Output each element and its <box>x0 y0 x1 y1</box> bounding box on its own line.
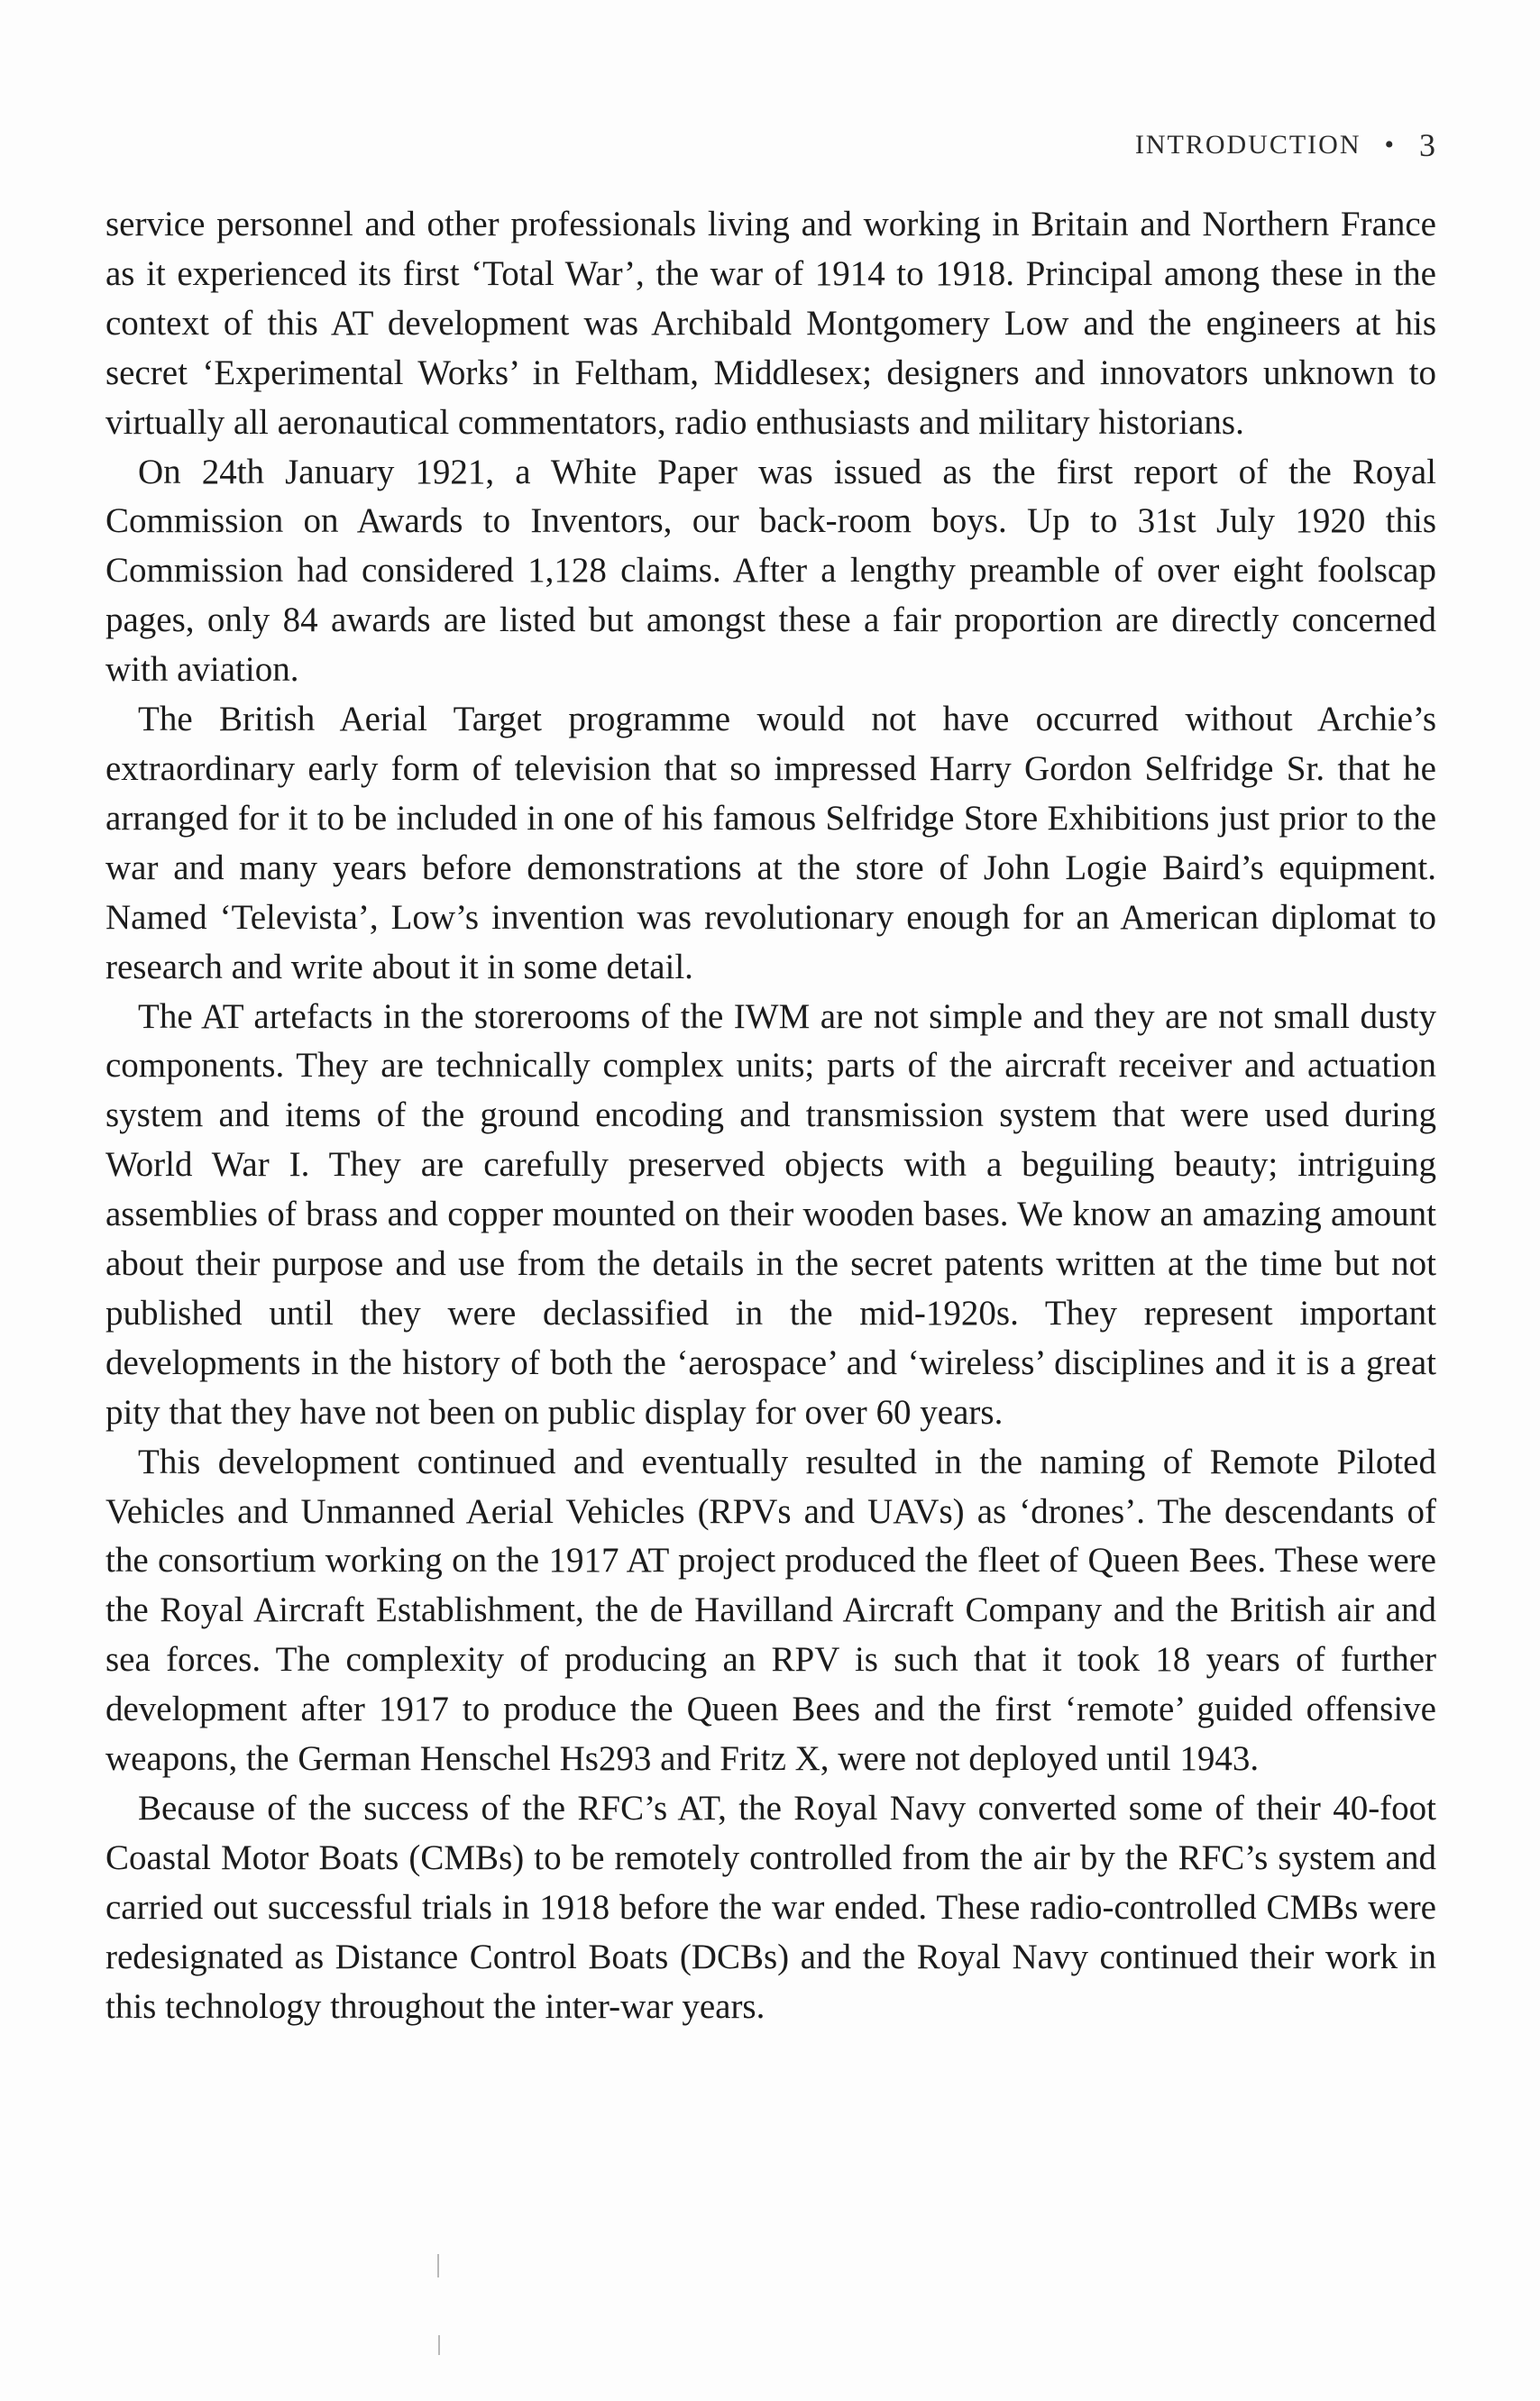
paragraph-3: The British Aerial Target programme would not have occurred without Archie’s extraordinary early form of television that so impressed Harry Gordon Selfridge Sr. that he arranged for it to be included in one of his famous Selfridge Store Exhibitions just prior to the war and many years before demonstrations at the store of John Logie Baird’s equipment. Named ‘Televista’, Low’s invention was revolutionary enough for an American diplomat to research and write about it in some detail. <box>105 700 1436 986</box>
page-number: 3 <box>1419 127 1435 163</box>
paragraph-2: On 24th January 1921, a White Paper was issued as the first report of the Royal Commission on Awards to Inventors, our back-room boys. Up to 31st July 1920 this Commission had considered 1,128 claims. After a lengthy preamble of over eight foolscap pages, only 84 awards are listed but amongst these a fair proportion are directly concerned with aviation. <box>105 452 1436 690</box>
paragraph-6: Because of the success of the RFC’s AT, the Royal Navy converted some of their 40-foot Coastal Motor Boats (CMBs) to be remotely controlled from the air by the RFC’s system and carried out successful trials in 1918 before the war ended. These radio-controlled CMBs were redesignated as Distance Control Boats (DCBs) and the Royal Navy continued their work in this technology throughout the inter-war years. <box>105 1789 1436 2026</box>
scan-artifact-mark <box>438 2335 440 2355</box>
section-title: INTRODUCTION <box>1134 130 1361 160</box>
body-text <box>105 200 1436 2032</box>
scan-artifact-mark <box>437 2254 439 2277</box>
paragraph-1: service personnel and other professionals living and working in Britain and Northern France as it experienced its first ‘Total War’, the war of 1914 to 1918. Principal among these in the context of this AT development was Archibald Montgomery Low and the engineers at his secret ‘Experimental Works’ in Feltham, Middlesex; designers and innovators unknown to virtually all aeronautical commentators, radio enthusiasts and military historians. <box>105 205 1436 442</box>
bullet-separator: • <box>1384 130 1396 160</box>
paragraph-4: The AT artefacts in the storerooms of the IWM are not simple and they are not small dusty components. They are technically complex units; parts of the aircraft receiver and actuation system and items of the ground encoding and transmission system that were used during World War I. They are carefully preserved objects with a beguiling beauty; intriguing assemblies of brass and copper mounted on their wooden bases. We know an amazing amount about their purpose and use from the details in the secret patents written at the time but not published until they were declassified in the mid-1920s. They represent important developments in the history of both the ‘aerospace’ and ‘wireless’ disciplines and it is a great pity that they have not been on public display for over 60 years. <box>105 996 1436 1432</box>
running-head <box>1135 126 1435 164</box>
paragraph-5: This development continued and eventually resulted in the naming of Remote Piloted Vehicles and Unmanned Aerial Vehicles (RPVs and UAVs) as ‘drones’. The descendants of the consortium working on the 1917 AT project produced the fleet of Queen Bees. These were the Royal Aircraft Establishment, the de Havilland Aircraft Company and the British air and sea forces. The complexity of producing an RPV is such that it took 18 years of further development after 1917 to produce the Queen Bees and the first ‘remote’ guided offensive weapons, the German Henschel Hs293 and Fritz X, were not deployed until 1943. <box>105 1442 1436 1779</box>
